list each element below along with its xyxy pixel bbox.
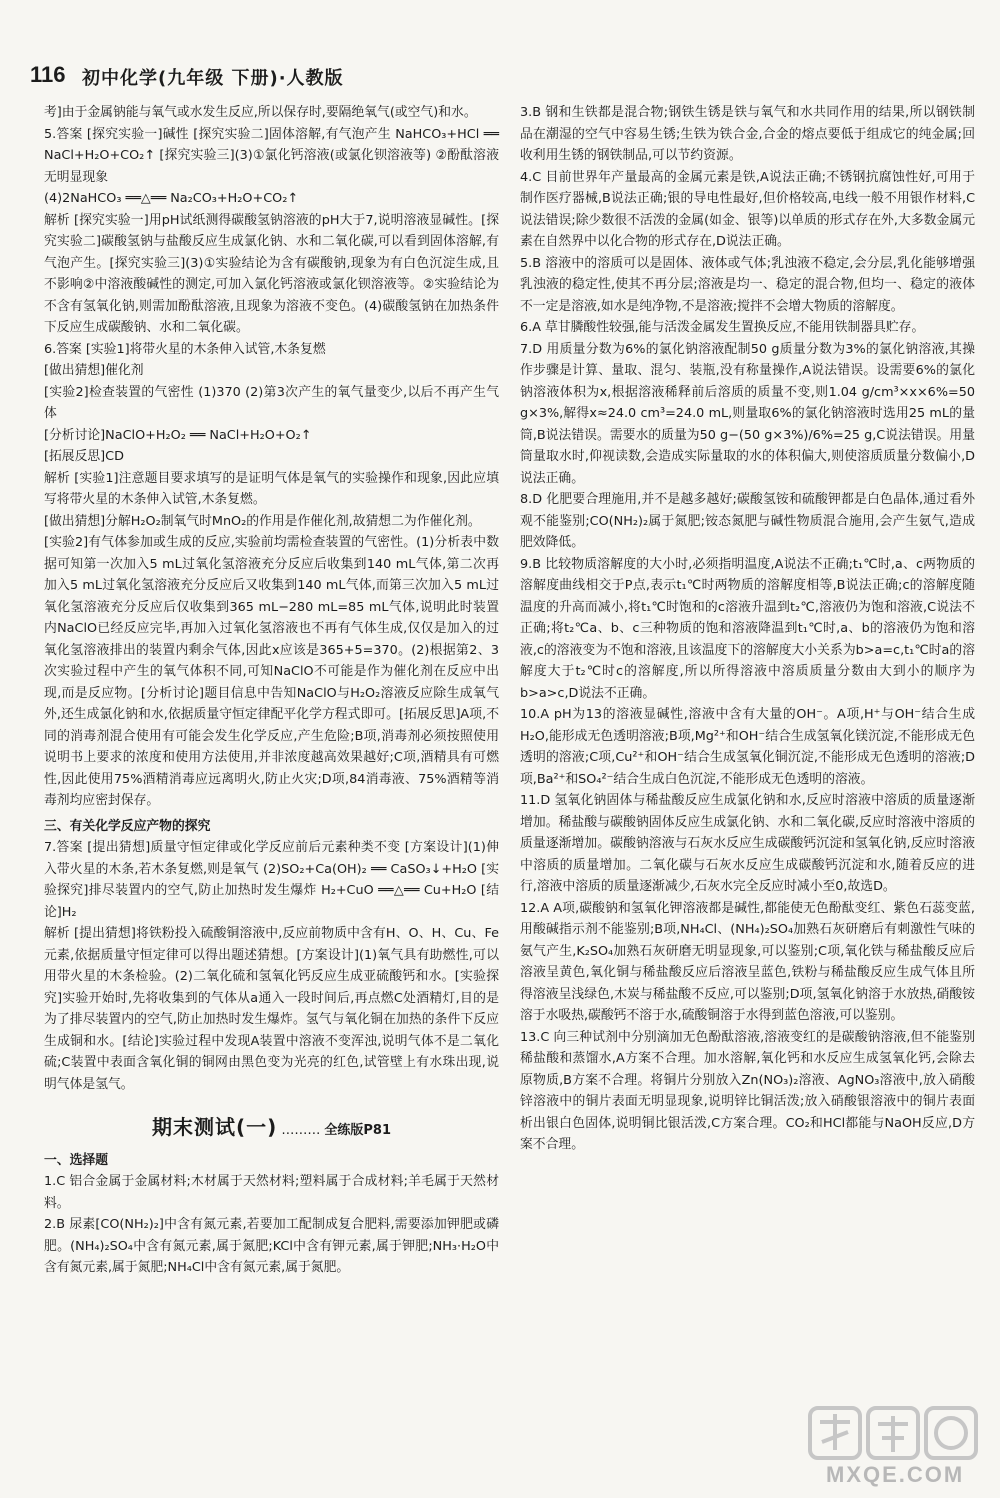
answer-paragraph: [实验2]有气体参加或生成的反应,实验前均需检查装置的气密性。(1)分析表中数据可知第一次加入5 mL过氧化氢溶液充分反应后收集到140 mL气体,第二次再加入5 mL过氧化氢溶液充分反应后又收集到140 mL气体,而第三次加入5 mL过氧化氢溶液充分反应后仅收集到365 mL−280 mL=85 mL气体,说明此时装置内NaClO已经反应完毕,再加入过氧化氢溶液也不再有气体生成,仅仅是加入的过氧化氢溶液排出的装置内剩余气体,因此x应该是365+5=370。(2)根据第2、3次实验过程中产生的氧气体积不同,可知NaClO不可能是作为催化剂在反应中出现,而是反应物。[分析讨论]题目信息中告知NaClO与H₂O₂溶液反应除生成氧气外,还生成氯化钠和水,依据质量守恒定律配平化学方程式即可。[拓展反思]A项,不同的消毒剂混合使用有可能会发生化学反应,产生危险;B项,消毒剂必须按照使用说明书上要求的浓度和使用方法使用,并非浓度越高效果越好;C项,酒精具有可燃性,因此使用75%酒精消毒应远离明火,防止火灾;D项,84消毒液、75%酒精等消毒剂均应密封保存。 — [44, 535, 499, 808]
answer-paragraph: 9.B 比较物质溶解度的大小时,必须指明温度,A说法不正确;t₁℃时,a、c两物质的溶解度曲线相交于P点,表示t₁℃时两物质的溶解度相等,B说法正确;c的溶解度随温度的升高而减小,将t₁℃时饱和的c溶液升温到t₂℃,溶液仍为饱和溶液,C说法不正确;将t₂℃a、b、c三种物质的饱和溶液降温到t₁℃时,a、b的溶液仍为饱和溶液,c的溶液变为不饱和溶液,且该温度下的溶解度大小关系为b>a=c,t₁℃时a的溶解度大于t₂℃时c的溶解度,所以所得溶液中溶质质量分数由大到小的顺序为b>a>c,D说法不正确。 — [520, 556, 975, 701]
book-title: 初中化学(九年级 下册)·人教版 — [82, 68, 344, 89]
answer-paragraph: 解析 [探究实验一]用pH试纸测得碳酸氢钠溶液的pH大于7,说明溶液显碱性。[探究实验二]碳酸氢钠与盐酸反应生成氯化钠、水和二氧化碳,可以看到固体溶解,有气泡产生。[探究实验三](3)①实验结论为含有碳酸钠,现象为有白色沉淀生成,且不影响②中溶液酸碱性的测定,可加入氯化钙溶液或氯化钡溶液等。②实验结论为不含有氢氧化钠,则需加酚酞溶液,且现象为溶液不变色。(4)碳酸氢钠在加热条件下反应生成碳酸钠、水和二氧化碳。 — [44, 212, 499, 335]
answer-paragraph: (4)2NaHCO₃ ══△══ Na₂CO₃+H₂O+CO₂↑ — [44, 191, 299, 206]
answer-paragraph: 6.A 草甘膦酸性较强,能与活泼金属发生置换反应,不能用铁制器具贮存。 — [520, 320, 925, 335]
answer-paragraph: 考]由于金属钠能与氧气或水发生反应,所以保存时,要隔绝氧气(或空气)和水。 — [44, 105, 477, 120]
exam-section-title — [44, 1117, 499, 1142]
answer-paragraph: 解析 [实验1]注意题目要求填写的是证明气体是氧气的实验操作和现象,因此应填写将带火星的木条伸入试管,木条复燃。 — [44, 470, 499, 507]
right-column — [520, 102, 975, 1156]
answer-paragraph: [分析讨论]NaClO+H₂O₂ ══ NaCl+H₂O+O₂↑ — [44, 427, 312, 443]
answer-paragraph: 7.答案 [提出猜想]质量守恒定律或化学反应前后元素种类不变 [方案设计](1)伸入带火星的木条,若木条复燃,则是氧气 (2)SO₂+Ca(OH)₂ ══ CaSO₃↓+H₂O [实验探究]排尽装置内的空气,防止加热时发生爆炸 H₂+CuO ══△══ Cu+H₂O [结论]H₂ — [44, 840, 499, 920]
answer-paragraph: [实验2]检查装置的气密性 (1)370 (2)第3次产生的氧气量变少,以后不再产生气体 — [44, 384, 499, 421]
watermark-text: MXQE.COM — [826, 1462, 965, 1487]
answer-paragraph: 7.D 用质量分数为6%的氯化钠溶液配制50 g质量分数为3%的氯化钠溶液,其操作步骤是计算、量取、混匀、装瓶,没有称量操作,A说法错误。设需要6%的氯化钠溶液体积为x,根据溶液稀释前后溶质的质量不变,则1.04 g/cm³×x×6%=50 g×3%,解得x≈24.0 cm³=24.0 mL,则量取6%的氯化钠溶液时选用25 mL的量筒,B说法错误。需要水的质量为50 g−(50 g×3%)/6%=25 g,C说法错误。用量筒量取水时,仰视读数,会造成实际量取的水的体积偏大,则使溶质质量分数偏小,D说法正确。 — [520, 341, 975, 486]
answer-paragraph: 5.答案 [探究实验一]碱性 [探究实验二]固体溶解,有气泡产生 NaHCO₃+HCl ══ NaCl+H₂O+CO₂↑ [探究实验三](3)①氯化钙溶液(或氯化钡溶液等) ②酚酞溶液 无明显现象 — [44, 126, 499, 185]
exam-page-ref: 全练版P81 — [324, 1123, 392, 1138]
answer-paragraph: 5.B 溶液中的溶质可以是固体、液体或气体;乳浊液不稳定,会分层,乳化能够增强乳浊液的稳定性,使其不再分层;溶液是均一、稳定的混合物,但均一、稳定的液体不一定是溶液,如水是纯净物,不是溶液;搅拌不会增大物质的溶解度。 — [520, 255, 975, 314]
answer-paragraph: 1.C 铝合金属于金属材料;木材属于天然材料;塑料属于合成材料;羊毛属于天然材料。 — [44, 1174, 499, 1211]
answer-paragraph: 6.答案 [实验1]将带火星的木条伸入试管,木条复燃 — [44, 341, 326, 357]
exam-title-dots: ……… — [281, 1123, 321, 1138]
answer-paragraph: [做出猜想]催化剂 — [44, 363, 144, 378]
answer-paragraph: 解析 [提出猜想]将铁粉投入硫酸铜溶液中,反应前物质中含有H、O、H、Cu、Fe元素,依据质量守恒定律可以得出题述猜想。[方案设计](1)氧气具有助燃性,可以用带火星的木条检验。(2)二氧化硫和氢氧化钙反应生成亚硫酸钙和水。[实验探究]实验开始时,先将收集到的气体从a通入一段时间后,再点燃C处酒精灯,目的是为了排尽装置内的空气,防止加热时发生爆炸。氢气与氧化铜在加热的条件下反应生成铜和水。[结论]实验过程中发现A装置中溶液不变浑浊,说明气体不是二氧化硫;C装置中表面含氧化铜的铜网由黑色变为光亮的红色,试管壁上有水珠出现,说明气体是氢气。 — [44, 926, 499, 1092]
section-heading: 三、有关化学反应产物的探究 — [44, 818, 211, 834]
answer-paragraph: 4.C 目前世界年产量最高的金属元素是铁,A说法正确;不锈钢抗腐蚀性好,可用于制作医疗器械,B说法正确;银的导电性最好,但价格较高,电线一般不用银作材料,C说法错误;除少数很不活泼的金属(如金、银等)以单质的形式存在外,大多数金属元素在自然界中以化合物的形式存在,D说法正确。 — [520, 169, 975, 249]
answer-paragraph: 10.A pH为13的溶液显碱性,溶液中含有大量的OH⁻。A项,H⁺与OH⁻结合生成H₂O,能形成无色透明溶液;B项,Mg²⁺和OH⁻结合生成氢氧化镁沉淀,不能形成无色透明的溶液;C项,Cu²⁺和OH⁻结合生成氢氧化铜沉淀,不能形成无色透明的溶液;D项,Ba²⁺和SO₄²⁻结合生成白色沉淀,不能形成无色透明的溶液。 — [520, 707, 975, 787]
answer-paragraph: 13.C 向三种试剂中分别滴加无色酚酞溶液,溶液变红的是碳酸钠溶液,但不能鉴别稀盐酸和蒸馏水,A方案不合理。加水溶解,氧化钙和水反应生成氢氧化钙,会除去原物质,B方案不合理。将铜片分别放入Zn(NO₃)₂溶液、AgNO₃溶液中,放入硝酸锌溶液中的铜片表面无明显现象,说明锌比铜活泼;放入硝酸银溶液中的铜片表面析出银白色固体,说明铜比银活泼,C方案合理。CO₂和HCl都能与NaOH反应,D方案不合理。 — [520, 1029, 975, 1152]
answer-paragraph: 12.A A项,碳酸钠和氢氧化钾溶液都是碱性,都能使无色酚酞变红、紫色石蕊变蓝,用酸碱指示剂不能鉴别;B项,NH₄Cl、(NH₄)₂SO₄加熟石灰研磨后有刺激性气味的氨气产生,K₂SO₄加熟石灰研磨无明显现象,可以鉴别;C项,氧化铁与稀盐酸反应后溶液呈黄色,氧化铜与稀盐酸反应后溶液呈蓝色,铁粉与稀盐酸反应生成气体且所得溶液呈浅绿色,木炭与稀盐酸不反应,可以鉴别;D项,氢氧化钠溶于水放热,硝酸铵溶于水吸热,碳酸钙不溶于水,硫酸铜溶于水得到蓝色溶液,可以鉴别。 — [520, 900, 975, 1023]
answer-paragraph: 2.B 尿素[CO(NH₂)₂]中含有氮元素,若要加工配制成复合肥料,需要添加钾肥或磷肥。(NH₄)₂SO₄中含有氮元素,属于氮肥;KCl中含有钾元素,属于钾肥;NH₃·H₂O中含有氮元素,属于氮肥;NH₄Cl中含有氮元素,属于氮肥。 — [44, 1217, 499, 1275]
answer-paragraph: 3.B 钢和生铁都是混合物;钢铁生锈是铁与氧气和水共同作用的结果,所以钢铁制品在潮湿的空气中容易生锈;生铁为铁合金,合金的熔点要低于组成它的纯金属;回收利用生锈的钢铁制品,可以节约资源。 — [520, 105, 975, 163]
page-number: 116 — [30, 62, 66, 87]
answer-paragraph: 8.D 化肥要合理施用,并不是越多越好;碳酸氢铵和硫酸钾都是白色晶体,通过看外观不能鉴别;CO(NH₂)₂属于氮肥;铵态氮肥与碱性物质混合施用,会产生氨气,造成肥效降低。 — [520, 492, 975, 550]
answer-paragraph: [拓展反思]CD — [44, 449, 124, 464]
left-column — [44, 102, 499, 1279]
page-header — [30, 58, 970, 98]
section-heading: 一、选择题 — [44, 1152, 108, 1168]
exam-title-text: 期末测试(一) — [151, 1115, 278, 1139]
answer-paragraph: 11.D 氢氧化钠固体与稀盐酸反应生成氯化钠和水,反应时溶液中溶质的质量逐渐增加。稀盐酸与碳酸钠固体反应生成氯化钠、水和二氧化碳,反应时溶液中溶质的质量逐渐增加。碳酸钠溶液与石灰水反应生成碳酸钙沉淀和氢氧化钠,反应时溶液中溶质的质量增加。二氧化碳与石灰水反应生成碳酸钙沉淀和水,随着反应的进行,溶液中溶质的质量逐渐减少,石灰水完全反应时减小至0,故选D。 — [520, 793, 975, 894]
answer-paragraph: [做出猜想]分解H₂O₂制氧气时MnO₂的作用是作催化剂,故猜想二为作催化剂。 — [44, 513, 481, 529]
